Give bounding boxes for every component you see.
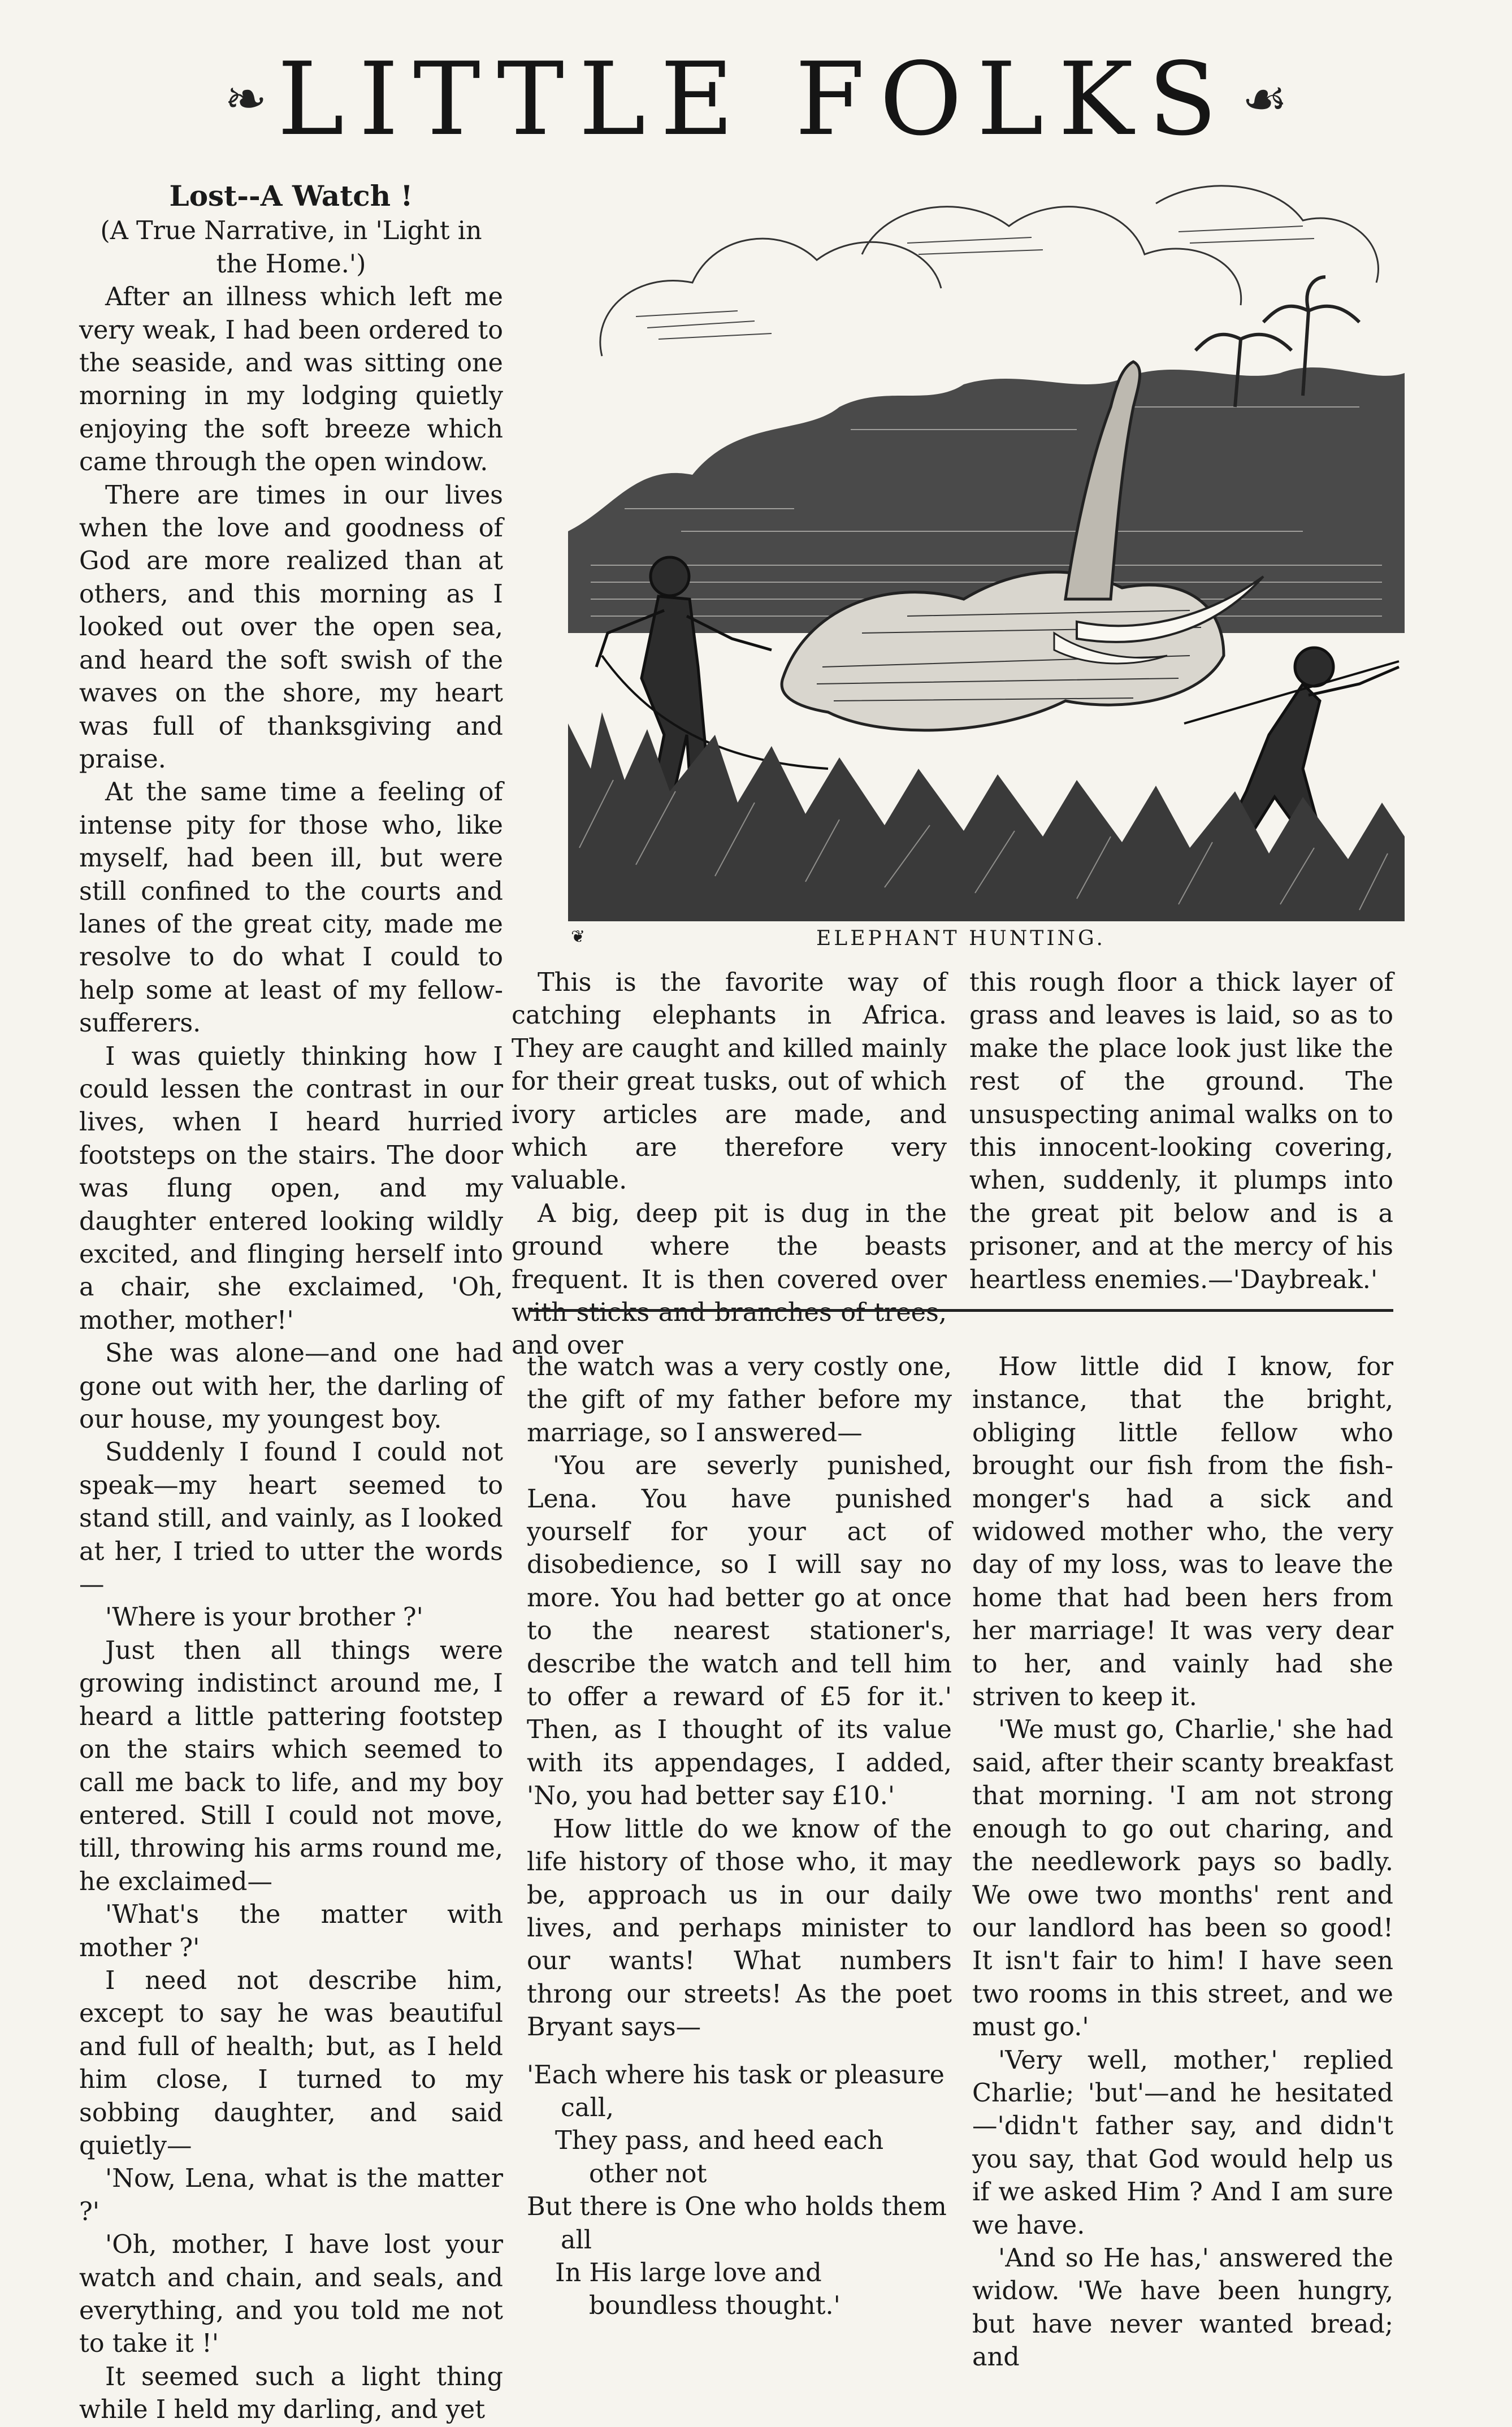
story-heading: Lost--A Watch ! [169, 179, 413, 213]
story-column-1 [79, 180, 503, 2427]
poem-line: 'Each where his task or pleasure call, [527, 2060, 945, 2122]
paragraph: It seemed such a light thing while I held my darling, and yet [79, 2362, 503, 2425]
paragraph: I need not describe him, except to say he was beautiful and full of health; but, as I held him close, I turned to my sobbing daughter, and said quietly— [79, 1966, 503, 2160]
paragraph: the watch was a very costly one, the gift of my father before my marriage, so I answered— [527, 1353, 952, 1447]
elephant-column-right [969, 967, 1393, 1297]
paragraph: There are times in our lives when the love and goodness of God are more realized than at others, and this morning as I looked out over the open sea, and heard the soft swish of the waves on the shore, my heart was full of thanksgiving and praise. [79, 480, 503, 774]
paragraph: After an illness which left me very weak, I had been ordered to the seaside, and was sitting one morning in my lodging quietly enjoying the soft breeze which came through the open window. [79, 283, 503, 477]
paragraph: 'Now, Lena, what is the matter ?' [79, 2164, 503, 2226]
illustration-caption [531, 927, 1390, 950]
paragraph: 'Where is your brother ?' [105, 1603, 423, 1632]
poem-line: They pass, and heed each other not [555, 2126, 884, 2188]
right-ornament-icon: ☙ [1242, 69, 1288, 129]
paragraph: 'Oh, mother, I have lost your watch and chain, and seals, and everything, and you told me not to take it !' [79, 2230, 503, 2359]
paragraph: Suddenly I found I could not speak—my heart seemed to stand still, and vainly, as I looked at her, I tried to utter the words— [79, 1438, 503, 1600]
masthead [0, 40, 1512, 158]
section-divider [528, 1309, 1393, 1312]
masthead-title: LITTLE FOLKS [277, 40, 1232, 158]
paragraph: 'We must go, Charlie,' she had said, after their scanty breakfast that morning. 'I am not strong enough to go out charing, and the needlework pays so badly. We owe two months' rent and our landlord has been so good! It isn't fair to him! I have seen two rooms in this street, and we must go.' [972, 1715, 1393, 2042]
elephant-column-left [512, 967, 947, 1363]
paragraph: this rough floor a thick layer of grass and leaves is laid, so as to make the place look just like the rest of the ground. The unsuspecting animal walks on to this innocent-looking covering, when, suddenly, it plumps into the great pit below and is a prisoner, and at the mercy of his heartless enemies.—'Daybreak.' [969, 968, 1393, 1294]
paragraph: 'You are severly punished, Lena. You have punished yourself for your act of disobedience, so I will say no more. You had better go at once to the nearest stationer's, describe the watch and tell him to offer a reward of £5 for it.' Then, as I thought of its value with its appendages, I added, 'No, you had better say £10.' [527, 1451, 952, 1811]
paragraph: How little did I know, for instance, that the bright, obliging little fellow who brought our fish from the fish-monger's had a sick and widowed mother who, the very day of my loss, was to leave the home that had been hers from her marriage! It was very dear to her, and vainly had she striven to keep it. [972, 1353, 1393, 1712]
caption-text: ELEPHANT HUNTING. [816, 927, 1106, 950]
story-subheading: (A True Narrative, in 'Light in the Home.') [100, 216, 482, 279]
poem-line: In His large love and boundless thought.' [555, 2258, 841, 2321]
paragraph: At the same time a feeling of intense pity for those who, like myself, had been ill, but were still confined to the courts and lanes of the great city, made me resolve to do what I could to help some at least of my fellow-sufferers. [79, 778, 503, 1038]
paragraph: This is the favorite way of catching elephants in Africa. They are caught and killed mainly for their great tusks, out of which ivory articles are made, and which are therefore very valuable. [512, 968, 947, 1195]
left-ornament-icon: ❧ [224, 69, 267, 129]
paragraph: 'What's the matter with mother ?' [79, 1900, 503, 1962]
paragraph: She was alone—and one had gone out with her, the darling of our house, my youngest boy. [79, 1339, 503, 1434]
paragraph: How little do we know of the life history of those who, it may be, approach us in our daily lives, and perhaps minister to our wants! What numbers throng our streets! As the poet Bryant says— [527, 1814, 952, 2042]
paragraph: I was quietly thinking how I could lessen the contrast in our lives, when I heard hurried footsteps on the stairs. The door was flung open, and my daughter entered looking wildly excited, and flinging herself into a chair, she exclaimed, 'Oh, mother, mother!' [79, 1042, 503, 1335]
paragraph: 'Very well, mother,' replied Charlie; 'but'—and he hesitated—'didn't father say, and didn't you say, that God would help us if we asked Him ? And I am sure we have. [972, 2045, 1393, 2240]
poem [527, 2059, 952, 2323]
elephant-hunting-illustration [568, 170, 1405, 921]
poem-line: But there is One who holds them all [527, 2192, 947, 2255]
paragraph: A big, deep pit is dug in the ground where the beasts frequent. It is then covered over with sticks and branches of trees, and over [512, 1199, 947, 1360]
story-column-2 [527, 1351, 952, 2323]
paragraph: Just then all things were growing indistinct around me, I heard a little pattering footstep on the stairs which seemed to call me back to life, and my boy entered. Still I could not move, till, throwing his arms round me, he exclaimed— [79, 1636, 503, 1896]
caption-ornament-icon: ❦ [571, 927, 588, 947]
story-column-3 [972, 1351, 1393, 2374]
paragraph: 'And so He has,' answered the widow. 'We have been hungry, but have never wanted bread; and [972, 2243, 1393, 2372]
